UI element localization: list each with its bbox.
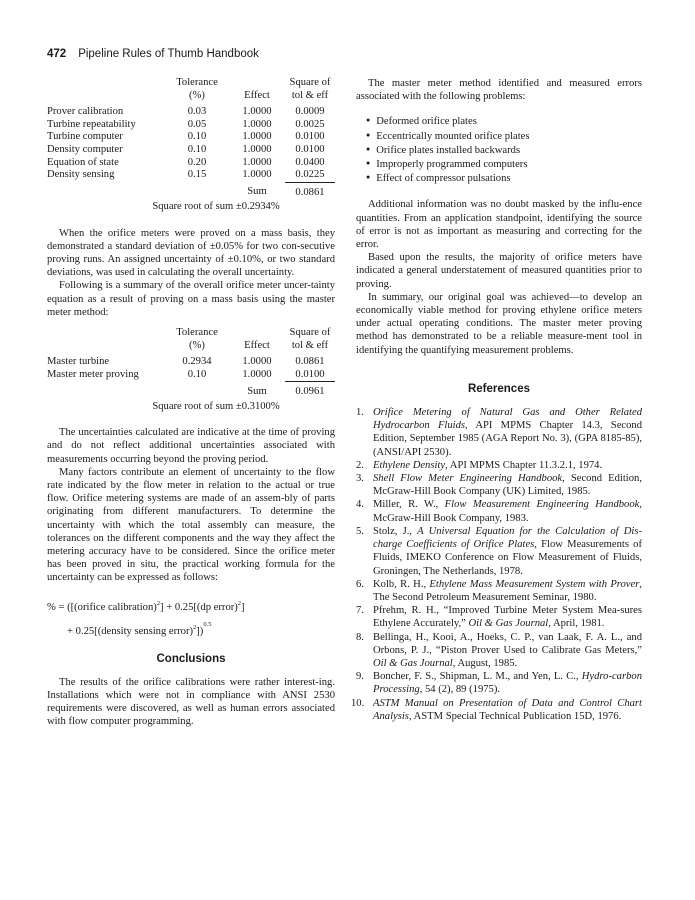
paragraph: When the orifice meters were proved on a mass basis, they demonstrated a standard deviation of ±0.05% for two con-secutive proving runs. An assigned uncertainty of ±0.10%, or two standard deviations, was used in calculating the overall uncertainty. bbox=[47, 227, 335, 279]
t1-col-tolerance: Tolerance bbox=[176, 77, 218, 88]
row-effect: 1.0000 bbox=[242, 156, 272, 168]
row-tolerance: 0.15 bbox=[187, 169, 207, 181]
ref-authors: Pfrehm, R. H., “Improved Turbine Meter System Mea-sures Ethylene Accurately,” bbox=[373, 605, 642, 630]
ref-details: , API MPMS Chapter 14.3, Second Edition, September 1985 (AGA Report No. 3), (GPA 8185-85), (ANSI/API 2530). bbox=[373, 420, 642, 458]
t1-col-square-unit: tol & eff bbox=[291, 89, 329, 101]
reference-item bbox=[356, 670, 642, 696]
eq-line2-part2: ]) bbox=[196, 625, 204, 637]
row-effect: 1.0000 bbox=[242, 356, 272, 368]
paragraph: In summary, our original goal was achieved—to develop an economically viable method for proving ethylene orifice meters under actual operating conditions. The master meter proving method has demonstrated to be a reliable measure-ment tool in identifying the quantifying measurement problems. bbox=[356, 291, 642, 356]
t1-sum-value: 0.0861 bbox=[295, 186, 325, 198]
t1-col-tolerance-unit: (%) bbox=[189, 89, 205, 101]
reference-item bbox=[356, 631, 642, 671]
uncertainty-table-1 bbox=[47, 77, 335, 199]
ref-title: Orifice Metering of Natural Gas and Other Related Hydrocarbon Fluids bbox=[373, 407, 642, 432]
uncertainty-table-2 bbox=[47, 327, 335, 399]
ref-title: Hydro-carbon Processing bbox=[373, 671, 642, 696]
t2-sum-label: Sum bbox=[247, 385, 267, 397]
ref-title: A Universal Equation for the Calculation of Dis-charge Coefficients of Orifice Plates bbox=[373, 525, 642, 551]
ref-number: 8. bbox=[356, 631, 364, 643]
ref-authors: Miller, R. W., bbox=[373, 499, 445, 511]
row-effect: 1.0000 bbox=[242, 131, 272, 143]
ref-title: Oil & Gas Journal bbox=[373, 657, 453, 669]
ref-title: Ethylene Density bbox=[373, 459, 446, 471]
ref-number: 6. bbox=[356, 578, 364, 590]
conclusions-heading: Conclusions bbox=[156, 652, 226, 665]
list-item: ● Improperly programmed computers bbox=[366, 158, 642, 172]
reference-item bbox=[356, 525, 642, 578]
page-number: 472 bbox=[47, 48, 67, 60]
paragraph: The uncertainties calculated are indicative at the time of proving and do not reflect additional uncertainties associated with measurements occurring beyond the proving period. bbox=[47, 427, 335, 465]
t2-col-square-unit: tol & eff bbox=[291, 339, 329, 351]
eq-line1-part3: ] bbox=[241, 601, 245, 613]
t1-col-square: Square of bbox=[289, 77, 331, 88]
row-tolerance: 0.10 bbox=[187, 368, 207, 380]
row-effect: 1.0000 bbox=[242, 143, 272, 155]
t1-sum-label: Sum bbox=[247, 186, 267, 198]
ref-details: , August, 1985. bbox=[452, 657, 518, 669]
list-item: ● Effect of compressor pulsations bbox=[366, 172, 642, 186]
t1-sqrt-line: Square root of sum ±0.2934% bbox=[152, 201, 280, 213]
reference-item bbox=[351, 697, 642, 723]
t2-col-square: Square of bbox=[289, 326, 331, 338]
eq-line1-part2: ] + 0.25[(dp error) bbox=[160, 601, 238, 613]
row-label: Prover calibration bbox=[47, 106, 124, 118]
paragraph: The results of the orifice calibrations were rather interest-ing. Installations which were not in compliance with ANSI 2530 requirements were discovered, as well as human errors associated with flow computer programming. bbox=[47, 676, 335, 728]
reference-item bbox=[356, 459, 642, 472]
ref-number: 1. bbox=[356, 407, 364, 419]
row-label: Master turbine bbox=[47, 356, 110, 368]
table-row bbox=[47, 119, 335, 132]
list-item: ● Deformed orifice plates bbox=[366, 115, 642, 129]
reference-item bbox=[356, 498, 642, 524]
row-square: 0.0100 bbox=[295, 131, 325, 143]
row-square: 0.0009 bbox=[295, 106, 325, 118]
list-item: ● Eccentrically mounted orifice plates bbox=[366, 130, 642, 144]
row-label: Density sensing bbox=[47, 169, 115, 181]
ref-number: 7. bbox=[356, 605, 364, 617]
row-square: 0.0100 bbox=[295, 143, 325, 155]
row-tolerance: 0.20 bbox=[187, 156, 207, 168]
paragraph: The master meter method identified and measured errors associated with the following problems: bbox=[356, 78, 642, 103]
row-square: 0.0025 bbox=[295, 118, 325, 130]
row-effect: 1.0000 bbox=[242, 169, 272, 181]
row-label: Master meter proving bbox=[47, 368, 139, 380]
ref-authors: Bellinga, H., Kooi, A., Hoeks, C. P., van Laak, F. A. L., and Orbons, P. J., “Piston Prover Used to Calibrate Gas Meters,” bbox=[373, 631, 642, 656]
running-header bbox=[47, 48, 259, 60]
eq-exponent: 2 bbox=[156, 599, 161, 607]
table-row bbox=[47, 144, 335, 157]
row-tolerance: 0.03 bbox=[187, 106, 207, 118]
reference-item bbox=[356, 604, 642, 630]
row-tolerance: 0.10 bbox=[187, 143, 207, 155]
row-effect: 1.0000 bbox=[242, 106, 272, 118]
paragraph: Additional information was no doubt masked by the influ-ence quantities. From an application standpoint, identifying the source of error is not as important as measuring and correcting for the error. bbox=[356, 199, 642, 251]
paragraph: Based upon the results, the majority of orifice meters have indicated a general understatement of measured quantities prior to proving. bbox=[356, 252, 642, 290]
ref-title: Oil & Gas Journal bbox=[468, 618, 549, 630]
right-column bbox=[351, 77, 643, 723]
t2-sqrt-line: Square root of sum ±0.3100% bbox=[152, 400, 280, 412]
row-label: Density computer bbox=[47, 143, 123, 155]
paragraph: Many factors contribute an element of uncertainty to the flow rate indicated by the flow meter in relation to the actual or true flow. Orifice metering systems are made of an assem-bly of parts originating from different manufacturers. To determine the uncertainty with which the total assembly can measure, the tolerances on the different components and the way they affect the metering accuracy have to be considered. Since the orifice meter has been proved in situ, the practical working formula for the uncertainty can be expressed as follows: bbox=[47, 466, 335, 584]
ref-number: 2. bbox=[356, 459, 364, 471]
ref-authors: Stolz, J., bbox=[373, 525, 418, 537]
ref-details: , ASTM Special Technical Publication 15D, 1976. bbox=[408, 710, 622, 722]
eq-line1-part1: % = ([(orifice calibration) bbox=[47, 601, 157, 613]
row-square: 0.0861 bbox=[295, 356, 325, 368]
row-effect: 1.0000 bbox=[242, 368, 272, 380]
references-list bbox=[351, 406, 643, 723]
table-row bbox=[47, 369, 335, 382]
ref-details: , April, 1981. bbox=[548, 618, 605, 630]
ref-details: , Flow Measurements of Fluids, IMEKO Conference on Flow Measurement of Fluids, Groningen, The Netherlands, 1978. bbox=[373, 539, 643, 577]
ref-details: , 54 (2), 89 (1975). bbox=[419, 684, 501, 696]
eq-line2-part1: + 0.25[(density sensing error) bbox=[67, 625, 194, 637]
ref-title: Ethylene Mass Measurement System with Prover bbox=[429, 578, 640, 590]
ref-details: , McGraw-Hill Book Company, 1983. bbox=[373, 499, 642, 524]
row-square: 0.0100 bbox=[285, 369, 335, 382]
ref-number: 4. bbox=[356, 499, 364, 511]
ref-number: 9. bbox=[356, 671, 364, 683]
ref-authors: Boncher, F. S., Shipman, L. M., and Yen, L. C., bbox=[373, 671, 582, 683]
ref-number: 3. bbox=[356, 473, 364, 485]
reference-item bbox=[356, 578, 642, 604]
paragraph: Following is a summary of the overall orifice meter uncer-tainty equation as a result of proving on a mass basis using the master meter method: bbox=[47, 280, 335, 318]
uncertainty-equation bbox=[47, 597, 335, 641]
problem-list bbox=[356, 115, 642, 186]
references-heading: References bbox=[467, 382, 530, 395]
ref-details: , Second Edition, McGraw-Hill Book Company (UK) Limited, 1985. bbox=[373, 473, 642, 498]
row-label: Turbine computer bbox=[47, 131, 123, 143]
ref-title: Shell Flow Meter Engineering Handbook bbox=[373, 473, 563, 485]
eq-exponent: 2 bbox=[193, 623, 197, 631]
book-title: Pipeline Rules of Thumb Handbook bbox=[78, 48, 259, 60]
row-square: 0.0400 bbox=[295, 156, 325, 168]
row-tolerance: 0.10 bbox=[187, 131, 207, 143]
ref-details: , API MPMS Chapter 11.3.2.1, 1974. bbox=[445, 459, 603, 471]
ref-authors: Kolb, R. H., bbox=[373, 578, 430, 590]
ref-details: , The Second Petroleum Measurement Seminar, 1980. bbox=[373, 578, 642, 603]
reference-item bbox=[356, 472, 642, 498]
list-item: ● Orifice plates installed backwards bbox=[366, 144, 642, 158]
t2-sum-value: 0.0961 bbox=[295, 386, 325, 398]
row-tolerance: 0.05 bbox=[187, 118, 207, 130]
t2-col-tolerance: Tolerance bbox=[176, 326, 218, 338]
ref-title: Flow Measurement Engineering Handbook bbox=[444, 499, 640, 511]
table-row bbox=[47, 356, 335, 369]
row-label: Turbine repeatability bbox=[47, 118, 136, 130]
t1-col-effect: Effect bbox=[244, 89, 270, 101]
table-row bbox=[47, 131, 335, 144]
eq-exponent-half: 0.5 bbox=[203, 620, 212, 628]
reference-item bbox=[356, 406, 642, 459]
row-label: Equation of state bbox=[47, 156, 119, 168]
t2-col-effect: Effect bbox=[244, 339, 270, 351]
table-row bbox=[47, 157, 335, 170]
ref-number: 5. bbox=[356, 525, 364, 537]
row-square: 0.0225 bbox=[285, 169, 335, 182]
left-column bbox=[47, 77, 335, 729]
row-tolerance: 0.2934 bbox=[182, 356, 212, 368]
row-effect: 1.0000 bbox=[242, 118, 272, 130]
table-row bbox=[47, 169, 335, 182]
t2-col-tolerance-unit: (%) bbox=[189, 339, 205, 351]
ref-title: ASTM Manual on Presentation of Data and Control Chart Analysis bbox=[373, 697, 642, 722]
table-row bbox=[47, 106, 335, 119]
eq-exponent: 2 bbox=[237, 599, 242, 607]
ref-number: 10. bbox=[351, 697, 365, 709]
